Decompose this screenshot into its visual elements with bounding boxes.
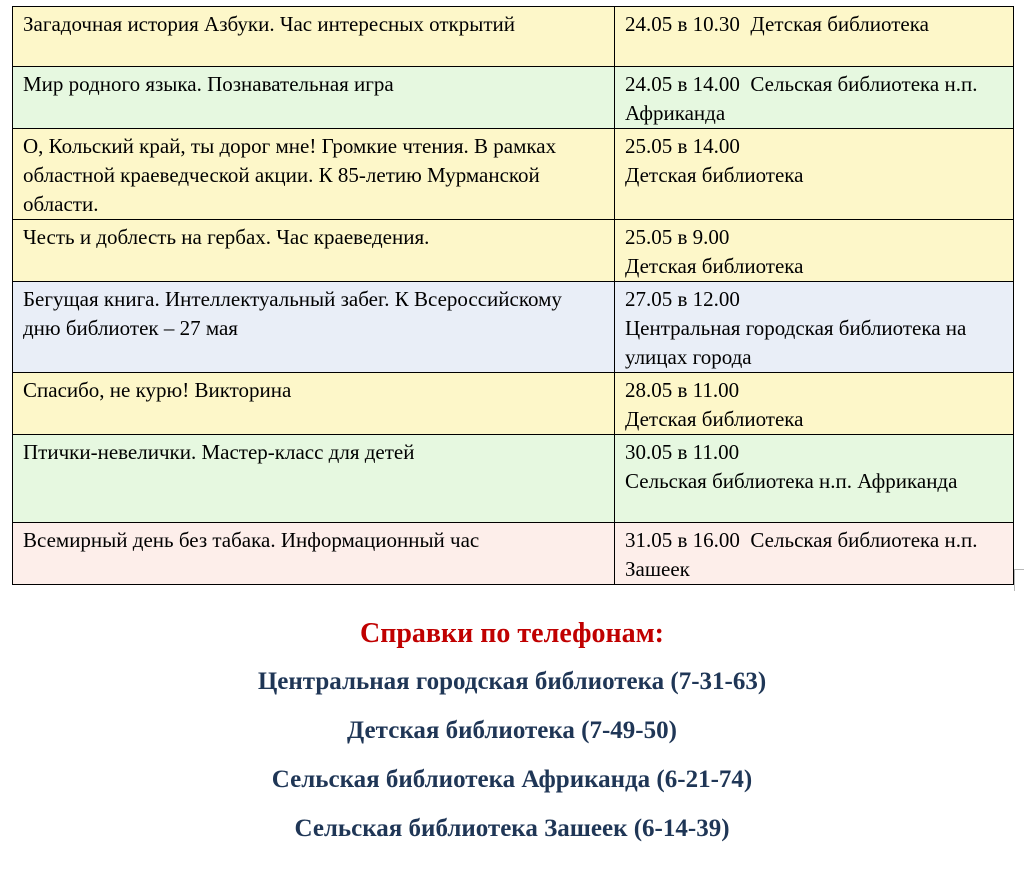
- event-title-cell: [13, 7, 615, 67]
- table-row: [13, 435, 1014, 523]
- event-when-cell: [615, 67, 1014, 129]
- event-datetime: 28.05 в 11.00: [625, 378, 740, 402]
- event-title: Бегущая книга. Интеллектуальный забег. К Всероссийскому дню библиотек – 27 мая: [23, 287, 562, 340]
- event-datetime: 25.05 в 14.00: [625, 134, 740, 158]
- event-title-cell: [13, 220, 615, 282]
- event-place: Детская библиотека: [625, 407, 804, 431]
- table-row: [13, 129, 1014, 220]
- event-place: Детская библиотека: [625, 254, 804, 278]
- event-title: Птички-невелички. Мастер-класс для детей: [23, 440, 415, 464]
- event-datetime: 24.05 в 10.30: [625, 12, 740, 36]
- event-title-cell: [13, 129, 615, 220]
- event-place: Сельская библиотека н.п. Зашеек: [625, 528, 978, 581]
- contact-children-library: Детская библиотека (7-49-50): [347, 717, 677, 744]
- event-title: Мир родного языка. Познавательная игра: [23, 72, 394, 96]
- event-datetime: 30.05 в 11.00: [625, 440, 740, 464]
- contact-zasheek-library: Сельская библиотека Зашеек (6-14-39): [294, 815, 730, 842]
- event-place: Сельская библиотека н.п. Африканда: [625, 72, 978, 125]
- event-datetime: 31.05 в 16.00: [625, 528, 740, 552]
- event-title: Всемирный день без табака. Информационный час: [23, 528, 480, 552]
- event-place: Центральная городская библиотека на улицах города: [625, 316, 967, 369]
- event-title-cell: [13, 373, 615, 435]
- contacts-heading: Справки по телефонам:: [359, 618, 664, 649]
- event-datetime: 24.05 в 14.00: [625, 72, 740, 96]
- event-when-cell: [615, 373, 1014, 435]
- event-title-cell: [13, 435, 615, 523]
- event-title: Честь и доблесть на гербах. Час краеведения.: [23, 225, 430, 249]
- contacts-section: [0, 614, 1024, 861]
- event-when-cell: [615, 7, 1014, 67]
- event-title: О, Кольский край, ты дорог мне! Громкие чтения. В рамках областной краеведческой акции. К 85-летию Мурманской области.: [23, 134, 557, 216]
- event-title-cell: [13, 67, 615, 129]
- table-row: [13, 67, 1014, 129]
- event-when-cell: [615, 282, 1014, 373]
- event-datetime: 25.05 в 9.00: [625, 225, 730, 249]
- contact-afrikanda-library: Сельская библиотека Африканда (6-21-74): [271, 766, 753, 793]
- table-row: [13, 7, 1014, 67]
- event-when-cell: [615, 435, 1014, 523]
- event-when-cell: [615, 220, 1014, 282]
- table-row: [13, 282, 1014, 373]
- table-row: [13, 373, 1014, 435]
- event-place: Сельская библиотека н.п. Африканда: [625, 469, 958, 493]
- table-row: [13, 220, 1014, 282]
- event-datetime: 27.05 в 12.00: [625, 287, 740, 311]
- event-when-cell: [615, 129, 1014, 220]
- table-row: [13, 523, 1014, 585]
- event-title: Загадочная история Азбуки. Час интересных открытий: [23, 12, 515, 36]
- event-when-cell: [615, 523, 1014, 585]
- text-boundary-mark: [1014, 569, 1024, 591]
- events-table: [12, 6, 1014, 585]
- contact-central-library: Центральная городская библиотека (7-31-63): [257, 668, 767, 695]
- event-title: Спасибо, не курю! Викторина: [23, 378, 292, 402]
- event-place: Детская библиотека: [750, 12, 929, 36]
- event-place: Детская библиотека: [625, 163, 804, 187]
- event-title-cell: [13, 523, 615, 585]
- event-title-cell: [13, 282, 615, 373]
